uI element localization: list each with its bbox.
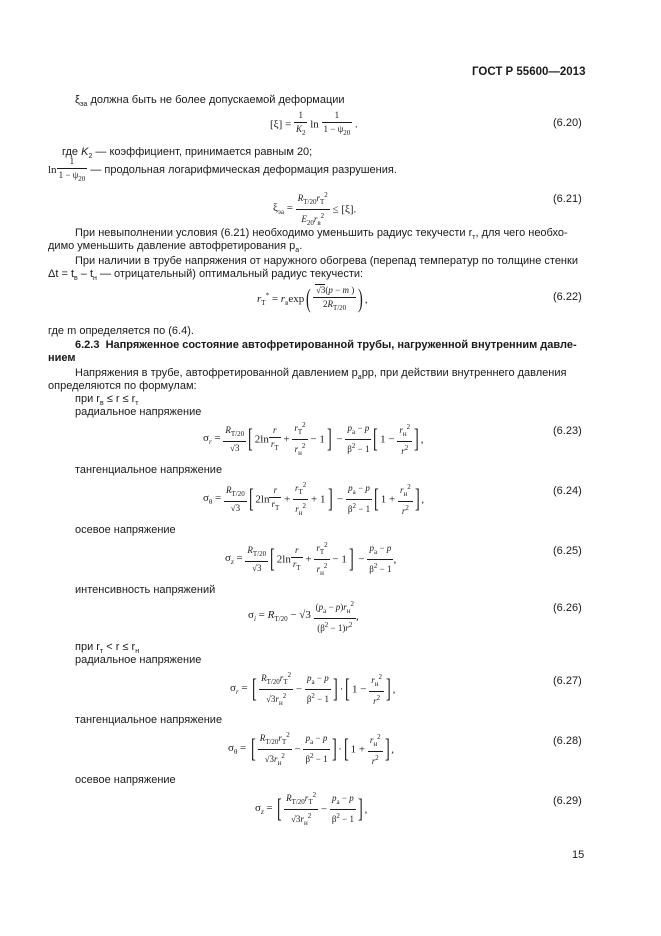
equation-6-27: $\sigma_r$ = [ $\frac{R_{T/20}r_T^2}{√3r_н^2}$ − $\frac{p_a - p}{\beta^2 - 1}$ ] ·[ 1 − $\frac{r_н^2}{r^2}$ ] ,: [230, 671, 396, 707]
text-para-1b: димо уменьшить давление автофретирования $p_а$.: [48, 240, 303, 255]
text-line-strain: $\xi_{эа}$ должна быть не более допускаемой деформации: [75, 94, 345, 109]
text-para-2b: $\Delta t = t_в - t_н$ — отрицательный) оптимальный радиус текучести:: [48, 268, 364, 283]
label-tangential-1: тангенциальное напряжение: [75, 464, 223, 476]
equation-6-26: $\sigma_i = R_{T/20} - √3$ $\frac{(p_a - p)r_н^2}{(\beta^2 - 1)r^2}$ ,: [248, 600, 359, 633]
equation-6-28: $\sigma_\theta$ = [ $\frac{R_{T/20}r_T^2}{√3r_н^2}$ − $\frac{p_a - p}{\beta^2 - 1}$ ] ·[ 1 + $\frac{r_н^2}{r^2}$ ] ,: [228, 731, 395, 767]
equation-number-6-21: (6.21): [553, 193, 582, 205]
text-line-log-strain: ln $\frac{1}{1 - \psi_{20}}$ — продольная логарифмическая деформация разрушения.: [48, 156, 397, 183]
equation-6-21: $\xi_{эа}$ = $\frac{R_{T/20}r_T^2}{E_{20}r_в^2}$ ≤ [ξ].: [273, 191, 357, 227]
text-para-3: где m определяется по (6.4).: [48, 325, 194, 337]
condition-range-2: при $r_т < r \le r_н$: [75, 641, 140, 656]
equation-number-6-28: (6.28): [553, 735, 582, 747]
equation-6-20: [ξ] = $\frac{1}{K_2}$ ln $\frac{1}{1 - \psi_{20}}$ .: [270, 110, 358, 137]
equation-6-24: $\sigma_\theta$ = $\frac{R_{T/20}}{√3}$ [ 2ln $\frac{r}{r_T}$ + $\frac{r_T^2}{r_н^2}$ + 1] − $\frac{p_a - p}{\beta^2 - 1}$ [ 1 + $\frac{r_н^2}{r^2}$ ] ,: [203, 481, 425, 517]
equation-number-6-25: (6.25): [553, 545, 582, 557]
equation-6-22: $r_T^* = r_в\exp$( $\frac{√3(p - m )}{2R_{T/20}}$ ) ,: [257, 284, 368, 314]
text-line-k2: где $K_2$ — коэффициент, принимается равным 20;: [62, 146, 313, 161]
equation-number-6-23: (6.23): [553, 425, 582, 437]
section-heading: 6.2.3 Напряженное состояние автофретированной трубы, нагруженной внутренним давле-: [75, 339, 577, 351]
equation-number-6-20: (6.20): [553, 117, 582, 129]
page-number: 15: [572, 849, 585, 861]
equation-6-23: $\sigma_r$ = $\frac{R_{T/20}}{√3}$ [ 2ln $\frac{r}{r_T}$ + $\frac{r_T^2}{r_н^2}$ − 1] − $\frac{p_a - p}{\beta^2 - 1}$ [ 1 − $\frac{r_н^2}{r^2}$ ] ,: [203, 421, 424, 457]
label-tangential-2: тангенциальное напряжение: [75, 714, 223, 726]
label-axial-1: осевое напряжение: [75, 524, 176, 536]
equation-number-6-29: (6.29): [553, 795, 582, 807]
equation-6-29: $\sigma_z$ = [ $\frac{R_{T/20}r_T^2}{√3r_н^2}$ − $\frac{p_a - p}{\beta^2 - 1}$ ] ,: [255, 791, 368, 827]
label-axial-2: осевое напряжение: [75, 774, 176, 786]
text-para-4b: определяются по формулам:: [48, 380, 197, 392]
equation-6-25: $\sigma_z$ = $\frac{R_{T/20}}{√3}$ [ 2ln $\frac{r}{r_T}$ + $\frac{r_T^2}{r_н^2}$ − 1] − $\frac{p_a - p}{\beta^2 - 1}$ ,: [225, 541, 397, 577]
equation-number-6-24: (6.24): [553, 485, 582, 497]
label-intensity: интенсивность напряжений: [75, 584, 216, 596]
equation-number-6-26: (6.26): [553, 602, 582, 614]
text-para-2a: При наличии в трубе напряжения от наружного обогрева (перепад температур по толщине стенки: [75, 255, 578, 267]
document-header: ГОСТ Р 55600—2013: [472, 66, 586, 78]
text-para-1a: При невыполнении условия (6.21) необходимо уменьшить радиус текучести $r_т$, для чего необхо-: [75, 227, 568, 242]
equation-number-6-27: (6.27): [553, 675, 582, 687]
condition-range-1: при $r_в \le r \le r_т$: [75, 393, 139, 408]
label-radial-2: радиальное напряжение: [75, 654, 202, 666]
equation-number-6-22: (6.22): [553, 291, 582, 303]
section-heading-cont: нием: [48, 352, 76, 364]
label-radial-1: радиальное напряжение: [75, 406, 202, 418]
text-para-4a: Напряжения в трубе, автофретированной давлением $p_аpp$, при действии внутреннего давления: [75, 367, 567, 382]
